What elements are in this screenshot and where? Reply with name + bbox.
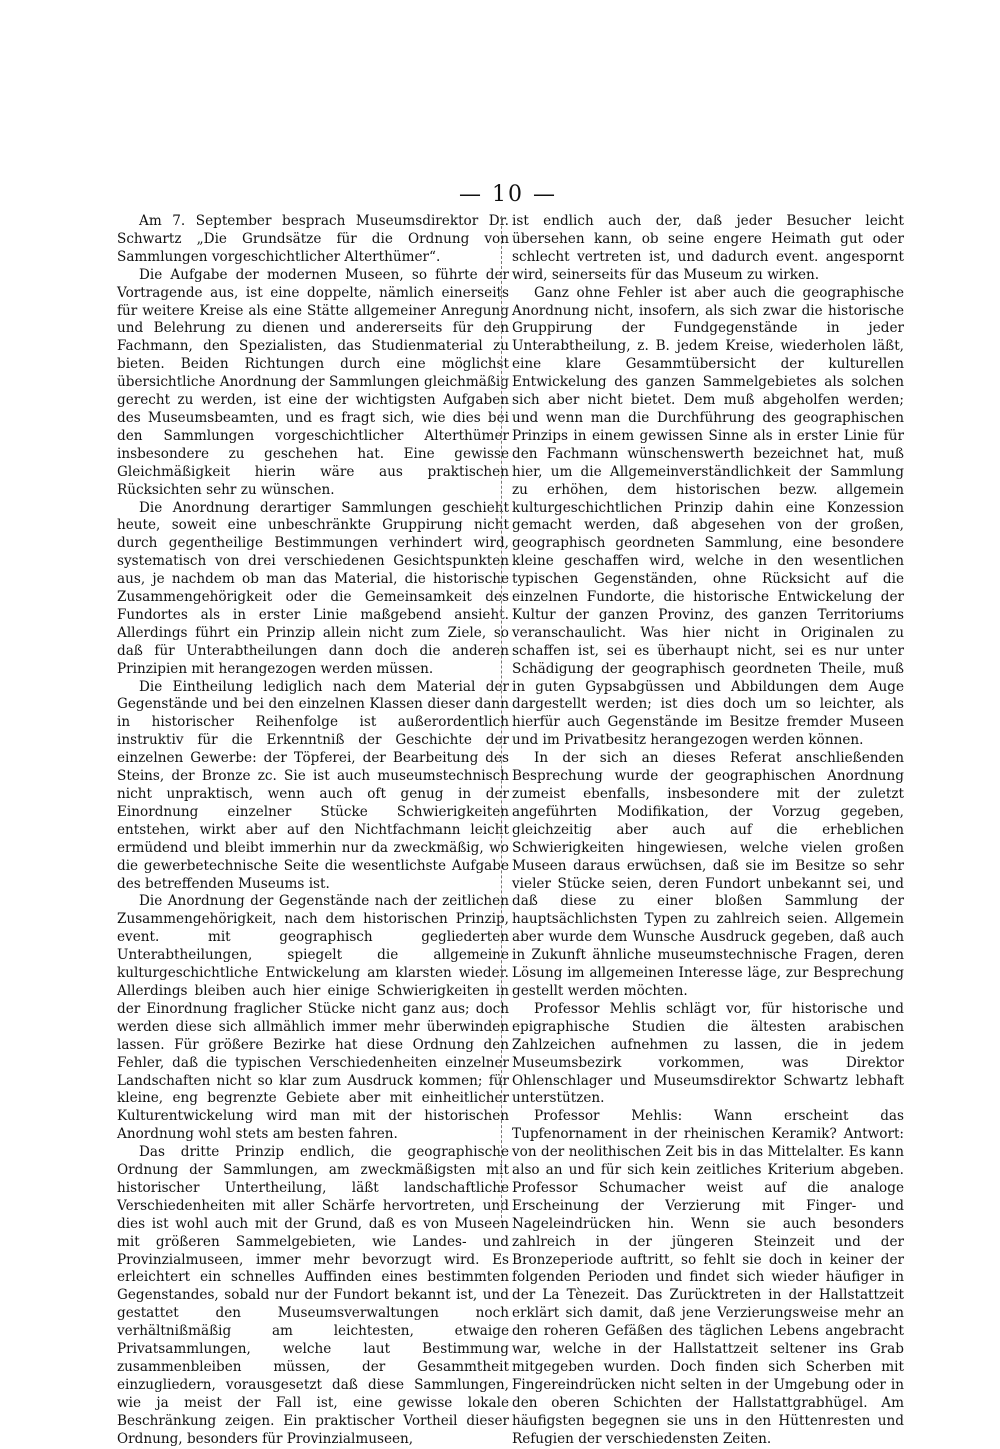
paragraph: ist endlich auch der, daß jeder Besucher leicht übersehen kann, ob seine engere Heimath gut oder schlecht vertreten ist, und dadurch event. angespornt wird, seinerseits für das Museum zu wirken.	[512, 213, 904, 283]
page-number: — 10 —	[459, 182, 557, 207]
paragraph: Das dritte Prinzip endlich, die geographische Ordnung der Sammlungen, am zweckmäßigsten mit historischer Untertheilung, läßt landschaftliche Verschiedenheiten mit aller Schärfe hervortreten, und dies ist wohl auch mit der Grund, daß es von Museen mit größeren Sammelgebieten, wie Landes- und Provinzialmuseen, immer mehr bevorzugt wird. Es erleichtert ein schnelles Auffinden eines bestimmten Gegenstandes, sobald nur der Fundort bekannt ist, und gestattet den Museumsverwaltungen noch verhältnißmäßig am leichtesten, etwaige Privatsammlungen, welche laut Bestimmung zusammenbleiben müssen, der Gesammtheit einzugliedern, vorausgesetzt daß diese Sammlungen, wie ja meist der Fall ist, eine gewisse lokale Beschränkung zeigen. Ein praktischer Vortheil dieser Ordnung, besonders für Provinzialmuseen,	[117, 1144, 509, 1447]
paragraph: Die Anordnung der Gegenstände nach der zeitlichen Zusammengehörigkeit, nach dem historischen Prinzip, event. mit geographisch gegliederten Unterabtheilungen, spiegelt die allgemeine kulturgeschichtliche Entwickelung am klarsten wieder. Allerdings bleiben auch hier einige Schwierigkeiten in der Einordnung fraglicher Stücke nicht ganz aus; doch werden diese sich allmählich immer mehr überwinden lassen. Für größere Bezirke hat diese Ordnung den Fehler, daß die typischen Verschiedenheiten einzelner Landschaften nicht so klar zum Ausdruck kommen; für kleine, eng begrenzte Gebiete aber mit einheitlicher Kulturentwickelung wird man mit der historischen Anordnung wohl stets am besten fahren.	[117, 893, 509, 1143]
paragraph: Professor Mehlis schlägt vor, für historische und epigraphische Studien die ältesten arabischen Zahlzeichen aufnehmen zu lassen, die in jedem Museumsbezirk vorkommen, was Direktor Ohlenschlager und Museumsdirektor Schwartz lebhaft unterstützen.	[512, 1000, 904, 1107]
paragraph: Professor Mehlis: Wann erscheint das Tupfenornament in der rheinischen Keramik? Antwort: von der neolithischen Zeit bis in das Mittelalter. Es kann also an und für sich kein zeitliches Kriterium abgeben. Professor Schumacher weist auf die analoge Erscheinung der Verzierung mit Finger- und Nageleindrücken hin. Wenn sie auch besonders zahlreich in der jüngeren Steinzeit und der Bronzeperiode auftritt, so fehlt sie doch in keiner der folgenden Perioden und findet sich wieder häufiger in der La Tènezeit. Das Zurücktreten in der Hallstattzeit erklärt sich damit, daß jene Verzierungsweise mehr an den roheren Gefäßen des täglichen Lebens angebracht war, welche in der Hallstattzeit seltener ins Grab mitgegeben wurden. Doch finden sich Scherben mit Fingereindrücken nicht selten in der Umgebung oder in den oberen Schichten der Hallstattgrabhügel. Am häufigsten begegnen sie uns in den Hüttenresten und Refugien der verschiedensten Zeiten.	[512, 1108, 904, 1447]
paragraph: Ganz ohne Fehler ist aber auch die geographische Anordnung nicht, insofern, als sich zwar die historische Gruppirung der Fundgegenstände in jeder Unterabtheilung, z. B. jedem Kreise, wiederholen läßt, eine klare Gesammtübersicht der kulturellen Entwickelung des ganzen Sammelgebietes als solchen sich aber nicht bietet. Dem muß abgeholfen werden; und wenn man die Durchführung des geographischen Prinzips in einem gewissen Sinne als in erster Linie für den Fachmann wünschenswerth bezeichnet hat, muß hier, um die Allgemeinverständlichkeit der Sammlung zu erhöhen, dem historischen bezw. allgemein kulturgeschichtlichen Prinzip dahin eine Konzession gemacht werden, daß abgesehen von der großen, geographisch geordneten Sammlung, eine besondere kleine geschaffen wird, welche in den wesentlichen typischen Gegenständen, ohne Rücksicht auf die einzelnen Fundorte, die historische Entwickelung der Kultur der ganzen Provinz, des ganzen Territoriums veranschaulicht. Was hier nicht in Originalen zu schaffen ist, sei es überhaupt nicht, sei es nur unter Schädigung der geographisch geordneten Theile, muß in guten Gypsabgüssen und Abbildungen dem Auge dargestellt werden; ist dies doch um so leichter, als hierfür auch Gegenstände im Besitze fremder Museen und im Privatbesitz herangezogen werden können.	[512, 284, 904, 749]
paragraph: Die Eintheilung lediglich nach dem Material der Gegenstände und bei den einzelnen Klassen dieser dann in historischer Reihenfolge ist außerordentlich instruktiv für die Erkenntniß der Geschichte der einzelnen Gewerbe: der Töpferei, der Bearbeitung des Steins, der Bronze zc. Sie ist auch museumstechnisch nicht unpraktisch, wenn auch oft genug in der Einordnung einzelner Stücke Schwierigkeiten entstehen, wirkt aber auf den Nichtfachmann leicht ermüdend und bleibt immerhin nur da zweckmäßig, wo die gewerbetechnische Seite die wesentlichste Aufgabe des betreffenden Museums ist.	[117, 678, 509, 892]
column-divider	[501, 216, 502, 1223]
paragraph: Am 7. September besprach Museumsdirektor Dr. Schwartz „Die Grundsätze für die Ordnung von Sammlungen vorgeschichtlicher Alterthümer“.	[117, 213, 509, 265]
paragraph: In der sich an dieses Referat anschließenden Besprechung wurde der geographischen Anordnung zumeist ebenfalls, insbesondere mit der zuletzt angeführten Modifikation, der Vorzug gegeben, gleichzeitig aber auch auf die erheblichen Schwierigkeiten hingewiesen, welche vielen großen Museen daraus erwüchsen, daß sie im Besitze so sehr vieler Stücke seien, deren Fundort unbekannt sei, und daß diese zu einer bloßen Sammlung der hauptsächlichsten Typen zu zahlreich seien. Allgemein aber wurde dem Wunsche Ausdruck gegeben, daß auch in Zukunft ähnliche museumstechnische Fragen, deren Lösung im allgemeinen Interesse läge, zur Besprechung gestellt werden möchten.	[512, 750, 904, 999]
left-column	[117, 213, 509, 1449]
right-column	[512, 213, 904, 1449]
paragraph: Die Anordnung derartiger Sammlungen geschieht heute, soweit eine unbeschränkte Gruppirung nicht durch gegentheilige Bestimmungen verhindert wird, systematisch von drei verschiedenen Gesichtspunkten aus, je nachdem ob man das Material, die historische Zusammengehörigkeit oder die Gemeinsamkeit des Fundortes als in erster Linie maßgebend ansieht. Allerdings führt ein Prinzip allein nicht zum Ziele, so daß für Unterabtheilungen dann doch die anderen Prinzipien mit herangezogen werden müssen.	[117, 499, 509, 677]
paragraph: Die Aufgabe der modernen Museen, so führte der Vortragende aus, ist eine doppelte, nämlich einerseits für weitere Kreise als eine Stätte allgemeiner Anregung und Belehrung zu dienen und andererseits für den Fachmann, den Spezialisten, das Studienmaterial zu bieten. Beiden Richtungen durch eine möglichst übersichtliche Anordnung der Sammlungen gleichmäßig gerecht zu werden, ist eine der wichtigsten Aufgaben des Museumsbeamten, und es fragt sich, wie dies bei den Sammlungen vorgeschichtlicher Alterthümer insbesondere zu geschehen hat. Eine gewisse Gleichmäßigkeit hierin wäre aus praktischen Rücksichten sehr zu wünschen.	[117, 266, 509, 498]
